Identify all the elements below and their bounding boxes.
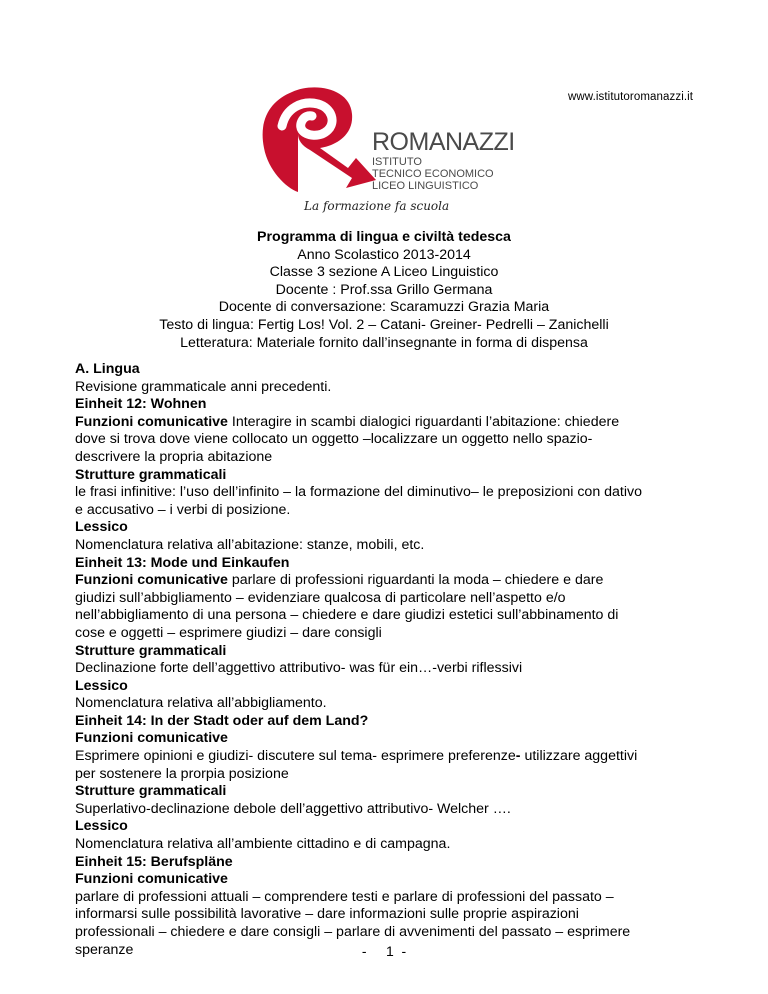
paragraph: Superlativo-declinazione debole dell’aggettivo attributivo- Welcher …. xyxy=(75,800,511,817)
subheading: Strutture grammaticali xyxy=(75,642,227,659)
document-header xyxy=(0,229,768,352)
logo-sub-3: LICEO LINGUISTICO xyxy=(372,180,479,192)
romanazzi-logo-icon xyxy=(252,84,517,219)
subheading: Lessico xyxy=(75,818,128,835)
paragraph: e accusativo – i verbi di posizione. xyxy=(75,501,291,518)
subheading: Funzioni comunicative xyxy=(75,730,228,747)
class-info: Classe 3 sezione A Liceo Linguistico xyxy=(269,264,499,281)
unit-title-13: Einheit 13: Mode und Einkaufen xyxy=(75,554,290,571)
unit-title-12: Einheit 12: Wohnen xyxy=(75,396,207,413)
paragraph: descrivere la propria abitazione xyxy=(75,448,273,465)
paragraph: le frasi infinitive: l’uso dell’infinito – la formazione del diminutivo– le preposizioni con dativo xyxy=(75,484,643,501)
paragraph: informarsi sulle possibilità lavorative – dare informazioni sulle proprie aspirazioni xyxy=(75,906,579,923)
paragraph: per sostenere la prorpia posizione xyxy=(75,765,289,782)
school-year: Anno Scolastico 2013-2014 xyxy=(297,246,471,263)
text: - xyxy=(515,748,521,765)
paragraph: professionali – chiedere e dare consigli – parlare di avvenimenti del passato – esprimere xyxy=(75,924,631,940)
paragraph xyxy=(75,414,715,432)
text: Esprimere opinioni e giudizi- discutere sul tema- esprimere preferenze xyxy=(75,748,516,765)
text: Interagire in scambi dialogici riguardanti l’abitazione: chiedere xyxy=(227,413,620,430)
paragraph: cose e oggetti – esprimere giudizi – dare consigli xyxy=(75,624,382,641)
conversation-teacher: Docente di conversazione: Scaramuzzi Grazia Maria xyxy=(218,299,550,316)
unit-title-15: Einheit 15: Berufspläne xyxy=(75,853,233,870)
subheading: Lessico xyxy=(75,519,128,536)
paragraph: Nomenclatura relativa all’ambiente cittadino e di campagna. xyxy=(75,836,451,853)
text: utilizzare aggettivi xyxy=(520,748,638,765)
paragraph: Revisione grammaticale anni precedenti. xyxy=(75,378,332,395)
paragraph: parlare di professioni attuali – comprendere testi e parlare di professioni del passato – xyxy=(75,888,614,905)
page-number: - 1 - xyxy=(361,943,407,959)
subheading: Funzioni comunicative xyxy=(75,572,228,589)
paragraph: dove si trova dove viene collocato un oggetto –localizzare un oggetto nello spazio- xyxy=(75,431,593,448)
document-title: Programma di lingua e civiltà tedesca xyxy=(257,229,511,245)
text: parlare di professioni riguardanti la moda – chiedere e dare xyxy=(227,572,604,589)
paragraph: Nomenclatura relativa all’abitazione: stanze, mobili, etc. xyxy=(75,536,425,553)
paragraph: nell’abbigliamento di una persona – chiedere e dare giudizi estetici sull’abbinamento di xyxy=(75,607,619,624)
section-heading: A. Lingua xyxy=(75,361,140,377)
website-url: www.istitutoromanazzi.it xyxy=(568,91,694,103)
document-body xyxy=(75,361,715,959)
paragraph xyxy=(75,748,715,766)
paragraph: giudizi sull’abbigliamento – evidenziare qualcosa di particolare nell’aspetto e/o xyxy=(75,589,566,606)
teacher-info: Docente : Prof.ssa Grillo Germana xyxy=(275,281,493,298)
subheading: Strutture grammaticali xyxy=(75,783,227,800)
paragraph: Declinazione forte dell’aggettivo attributivo- was für ein…-verbi riflessivi xyxy=(75,660,523,677)
subheading: Strutture grammaticali xyxy=(75,466,227,483)
logo-name: ROMANAZZI xyxy=(372,128,515,156)
subheading: Funzioni comunicative xyxy=(75,413,228,430)
school-logo xyxy=(252,84,517,219)
paragraph: Nomenclatura relativa all’abbigliamento. xyxy=(75,695,327,712)
unit-title-14: Einheit 14: In der Stadt oder auf dem Land? xyxy=(75,712,369,729)
subheading: Funzioni comunicative xyxy=(75,871,228,888)
paragraph xyxy=(75,572,715,590)
logo-slogan: La formazione fa scuola xyxy=(304,199,450,213)
subheading: Lessico xyxy=(75,677,128,694)
logo-sub-2: TECNICO ECONOMICO xyxy=(372,168,494,180)
logo-sub-1: ISTITUTO xyxy=(372,156,422,168)
literature-info: Letteratura: Materiale fornito dall’insegnante in forma di dispensa xyxy=(180,334,588,351)
paragraph: speranze xyxy=(75,941,134,958)
textbook-info: Testo di lingua: Fertig Los! Vol. 2 – Catani- Greiner- Pedrelli – Zanichelli xyxy=(159,316,609,333)
